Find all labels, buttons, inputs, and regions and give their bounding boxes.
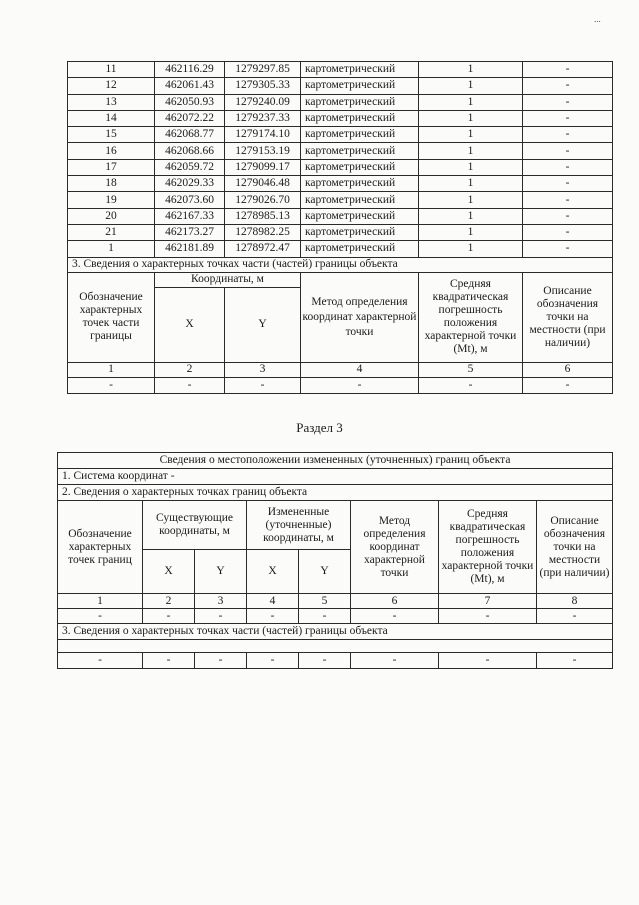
empty-cell: -	[419, 377, 523, 393]
points-table	[67, 61, 613, 394]
point-number: 16	[68, 143, 155, 159]
t2-header-x2: X	[247, 550, 299, 594]
changed-boundaries-table	[57, 452, 613, 669]
header-y: Y	[225, 287, 301, 362]
t2-empty-cell: -	[195, 609, 247, 624]
point-description: -	[523, 176, 613, 192]
point-accuracy: 1	[419, 224, 523, 240]
point-number: 1	[68, 241, 155, 257]
point-method: картометрический	[301, 94, 419, 110]
point-x: 462050.93	[155, 94, 225, 110]
point-description: -	[523, 143, 613, 159]
point-y: 1279237.33	[225, 110, 301, 126]
corner-mark: ...	[594, 14, 601, 24]
point-description: -	[523, 224, 613, 240]
t2-parts-empty-cell: -	[58, 653, 143, 669]
point-row	[68, 176, 613, 192]
point-number: 11	[68, 62, 155, 78]
t2-header-changed: Измененные (уточненные) координаты, м	[247, 501, 351, 550]
point-x: 462173.27	[155, 224, 225, 240]
col-number: 5	[419, 362, 523, 377]
t2-parts-empty-cell: -	[247, 653, 299, 669]
empty-cell: -	[225, 377, 301, 393]
point-row	[68, 78, 613, 94]
point-row	[68, 192, 613, 208]
parts-heading: 3. Сведения о характерных точках части (частей) границы объекта	[68, 257, 613, 272]
points-heading: 2. Сведения о характерных точках границ объекта	[58, 485, 613, 501]
empty-cell: -	[68, 377, 155, 393]
point-description: -	[523, 208, 613, 224]
point-description: -	[523, 94, 613, 110]
point-y: 1278982.25	[225, 224, 301, 240]
header-description: Описание обозначения точки на местности (при наличии)	[523, 272, 613, 362]
point-method: картометрический	[301, 62, 419, 78]
point-method: картометрический	[301, 192, 419, 208]
t2-parts-heading: 3. Сведения о характерных точках части (частей) границы объекта	[58, 624, 613, 640]
point-row	[68, 241, 613, 257]
point-number: 21	[68, 224, 155, 240]
t2-header-description: Описание обозначения точки на местности (при наличии)	[537, 501, 613, 594]
t2-empty-cell: -	[247, 609, 299, 624]
header-coordinates: Координаты, м	[155, 272, 301, 287]
point-description: -	[523, 241, 613, 257]
point-x: 462116.29	[155, 62, 225, 78]
point-method: картометрический	[301, 159, 419, 175]
point-row	[68, 224, 613, 240]
point-row	[68, 143, 613, 159]
point-y: 1279297.85	[225, 62, 301, 78]
point-accuracy: 1	[419, 94, 523, 110]
t2-parts-empty-cell: -	[439, 653, 537, 669]
header-accuracy: Средняя квадратическая погрешность положения характерной точки (Mt), м	[419, 272, 523, 362]
point-method: картометрический	[301, 208, 419, 224]
point-number: 12	[68, 78, 155, 94]
point-x: 462068.77	[155, 127, 225, 143]
t2-empty-cell: -	[58, 609, 143, 624]
t2-col-number: 6	[351, 594, 439, 609]
t2-empty-cell: -	[351, 609, 439, 624]
point-method: картометрический	[301, 127, 419, 143]
t2-col-number: 7	[439, 594, 537, 609]
t2-header-y1: Y	[195, 550, 247, 594]
t2-parts-empty-cell: -	[299, 653, 351, 669]
header-designation: Обозначение характерных точек части границы	[68, 272, 155, 362]
empty-cell: -	[523, 377, 613, 393]
t2-parts-empty-cell: -	[351, 653, 439, 669]
point-x: 462073.60	[155, 192, 225, 208]
point-row	[68, 208, 613, 224]
point-row	[68, 159, 613, 175]
point-description: -	[523, 127, 613, 143]
point-y: 1278985.13	[225, 208, 301, 224]
point-number: 17	[68, 159, 155, 175]
col-number: 4	[301, 362, 419, 377]
section-title: Раздел 3	[296, 420, 343, 435]
t2-parts-empty-cell: -	[143, 653, 195, 669]
point-accuracy: 1	[419, 62, 523, 78]
point-description: -	[523, 62, 613, 78]
point-y: 1279099.17	[225, 159, 301, 175]
point-accuracy: 1	[419, 176, 523, 192]
t2-header-existing: Существующие координаты, м	[143, 501, 247, 550]
point-accuracy: 1	[419, 78, 523, 94]
point-x: 462061.43	[155, 78, 225, 94]
point-number: 18	[68, 176, 155, 192]
header-x: X	[155, 287, 225, 362]
t2-col-number: 8	[537, 594, 613, 609]
table2-title: Сведения о местоположении измененных (уточненных) границ объекта	[58, 453, 613, 469]
point-y: 1278972.47	[225, 241, 301, 257]
point-description: -	[523, 192, 613, 208]
point-number: 14	[68, 110, 155, 126]
t2-col-number: 4	[247, 594, 299, 609]
point-row	[68, 62, 613, 78]
t2-col-number: 2	[143, 594, 195, 609]
point-number: 19	[68, 192, 155, 208]
point-accuracy: 1	[419, 110, 523, 126]
point-method: картометрический	[301, 78, 419, 94]
col-number: 3	[225, 362, 301, 377]
t2-empty-cell: -	[143, 609, 195, 624]
point-description: -	[523, 159, 613, 175]
point-method: картометрический	[301, 224, 419, 240]
coord-system: 1. Система координат -	[58, 469, 613, 485]
point-accuracy: 1	[419, 159, 523, 175]
point-row	[68, 94, 613, 110]
empty-cell: -	[301, 377, 419, 393]
t2-empty-cell: -	[537, 609, 613, 624]
t2-parts-empty-cell: -	[537, 653, 613, 669]
point-method: картометрический	[301, 110, 419, 126]
t2-header-y2: Y	[299, 550, 351, 594]
point-description: -	[523, 110, 613, 126]
point-x: 462181.89	[155, 241, 225, 257]
point-y: 1279305.33	[225, 78, 301, 94]
point-x: 462072.22	[155, 110, 225, 126]
point-accuracy: 1	[419, 241, 523, 257]
empty-cell: -	[155, 377, 225, 393]
point-row	[68, 127, 613, 143]
t2-parts-empty-cell: -	[195, 653, 247, 669]
point-number: 13	[68, 94, 155, 110]
point-method: картометрический	[301, 241, 419, 257]
point-method: картометрический	[301, 176, 419, 192]
t2-blank-row	[58, 640, 613, 653]
point-y: 1279026.70	[225, 192, 301, 208]
t2-col-number: 5	[299, 594, 351, 609]
point-accuracy: 1	[419, 192, 523, 208]
t2-empty-cell: -	[439, 609, 537, 624]
col-number: 2	[155, 362, 225, 377]
t2-header-accuracy: Средняя квадратическая погрешность положения характерной точки (Mt), м	[439, 501, 537, 594]
col-number: 6	[523, 362, 613, 377]
point-number: 20	[68, 208, 155, 224]
t2-header-method: Метод определения координат характерной точки	[351, 501, 439, 594]
point-x: 462167.33	[155, 208, 225, 224]
header-method: Метод определения координат характерной точки	[301, 272, 419, 362]
col-number: 1	[68, 362, 155, 377]
point-x: 462068.66	[155, 143, 225, 159]
t2-col-number: 1	[58, 594, 143, 609]
point-y: 1279153.19	[225, 143, 301, 159]
t2-col-number: 3	[195, 594, 247, 609]
points-table-body	[68, 62, 613, 258]
point-accuracy: 1	[419, 208, 523, 224]
point-row	[68, 110, 613, 126]
point-accuracy: 1	[419, 127, 523, 143]
point-number: 15	[68, 127, 155, 143]
point-method: картометрический	[301, 143, 419, 159]
point-x: 462029.33	[155, 176, 225, 192]
point-y: 1279174.10	[225, 127, 301, 143]
point-y: 1279046.48	[225, 176, 301, 192]
point-x: 462059.72	[155, 159, 225, 175]
point-y: 1279240.09	[225, 94, 301, 110]
t2-header-x1: X	[143, 550, 195, 594]
t2-empty-cell: -	[299, 609, 351, 624]
point-accuracy: 1	[419, 143, 523, 159]
t2-header-designation: Обозначение характерных точек границ	[58, 501, 143, 594]
point-description: -	[523, 78, 613, 94]
